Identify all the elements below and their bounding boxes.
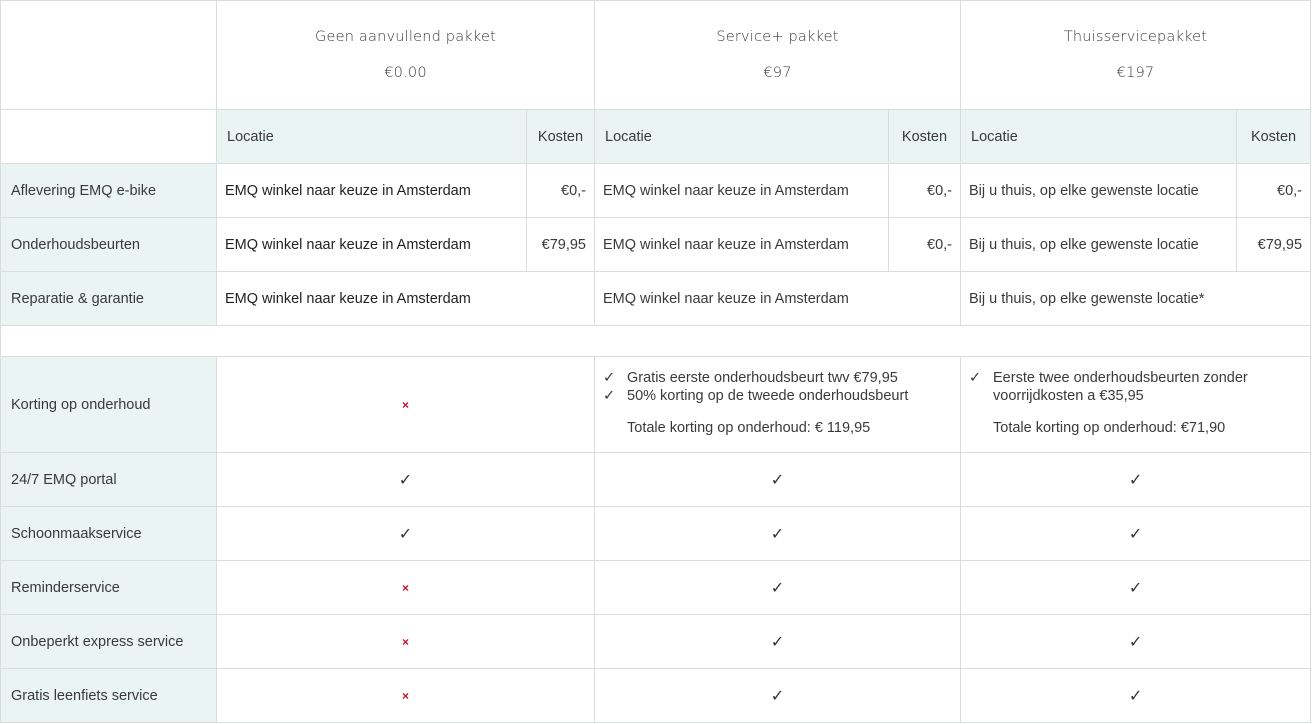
cost-value: €79,95 bbox=[1237, 218, 1311, 272]
row-label: Onbeperkt express service bbox=[1, 615, 217, 669]
table-row bbox=[1, 615, 1311, 669]
check-icon: ✓ bbox=[603, 388, 616, 404]
table-row bbox=[1, 218, 1311, 272]
check-icon: ✓ bbox=[770, 687, 785, 705]
cost-value: €0,- bbox=[1237, 164, 1311, 218]
table-row bbox=[1, 164, 1311, 218]
package-name: Service+ pakket bbox=[716, 29, 839, 45]
discount-details bbox=[961, 357, 1311, 453]
location-value: EMQ winkel naar keuze in Amsterdam bbox=[217, 164, 527, 218]
package-header-thuisservice bbox=[961, 1, 1311, 110]
location-subheader: Locatie bbox=[961, 110, 1237, 164]
table-row bbox=[1, 453, 1311, 507]
feature-value bbox=[595, 669, 961, 723]
check-icon: ✓ bbox=[1128, 471, 1143, 489]
check-icon: ✓ bbox=[770, 471, 785, 489]
feature-value bbox=[217, 669, 595, 723]
row-label: Aflevering EMQ e-bike bbox=[1, 164, 217, 218]
location-value: Bij u thuis, op elke gewenste locatie bbox=[961, 164, 1237, 218]
package-name: Geen aanvullend pakket bbox=[315, 29, 496, 45]
empty-corner-cell bbox=[1, 1, 217, 110]
feature-value bbox=[961, 561, 1311, 615]
location-value: EMQ winkel naar keuze in Amsterdam bbox=[595, 218, 889, 272]
subheader-row bbox=[1, 110, 1311, 164]
feature-value bbox=[595, 453, 961, 507]
check-icon: ✓ bbox=[1128, 633, 1143, 651]
cost-value: €0,- bbox=[527, 164, 595, 218]
location-value: EMQ winkel naar keuze in Amsterdam bbox=[217, 218, 527, 272]
feature-value bbox=[961, 453, 1311, 507]
location-value: EMQ winkel naar keuze in Amsterdam bbox=[595, 164, 889, 218]
location-subheader: Locatie bbox=[595, 110, 889, 164]
location-value: EMQ winkel naar keuze in Amsterdam bbox=[217, 272, 595, 326]
package-name: Thuisservicepakket bbox=[1063, 29, 1208, 45]
benefit-text: Gratis eerste onderhoudsbeurt twv €79,95 bbox=[627, 370, 898, 386]
cost-subheader: Kosten bbox=[527, 110, 595, 164]
feature-value bbox=[217, 357, 595, 453]
cross-icon: × bbox=[401, 580, 409, 595]
row-label: Reparatie & garantie bbox=[1, 272, 217, 326]
check-icon: ✓ bbox=[603, 370, 616, 386]
package-price: €0.00 bbox=[384, 65, 427, 81]
feature-value bbox=[217, 615, 595, 669]
benefit-list bbox=[961, 369, 1310, 405]
location-value: EMQ winkel naar keuze in Amsterdam bbox=[595, 272, 961, 326]
table-row bbox=[1, 561, 1311, 615]
spacer-cell bbox=[1, 326, 1311, 357]
benefit-text: 50% korting op de tweede onderhoudsbeurt bbox=[627, 388, 909, 404]
spacer-row bbox=[1, 326, 1311, 357]
feature-value bbox=[961, 507, 1311, 561]
feature-value bbox=[217, 453, 595, 507]
feature-value bbox=[595, 615, 961, 669]
feature-value bbox=[595, 561, 961, 615]
row-label: Reminderservice bbox=[1, 561, 217, 615]
location-value: Bij u thuis, op elke gewenste locatie bbox=[961, 218, 1237, 272]
package-header-service-plus bbox=[595, 1, 961, 110]
cost-value: €79,95 bbox=[527, 218, 595, 272]
list-item bbox=[603, 387, 960, 405]
feature-value bbox=[217, 507, 595, 561]
feature-value bbox=[217, 561, 595, 615]
row-label: Schoonmaakservice bbox=[1, 507, 217, 561]
location-value: Bij u thuis, op elke gewenste locatie* bbox=[961, 272, 1311, 326]
check-icon: ✓ bbox=[1128, 687, 1143, 705]
check-icon: ✓ bbox=[770, 525, 785, 543]
cost-value: €0,- bbox=[889, 164, 961, 218]
row-label: 24/7 EMQ portal bbox=[1, 453, 217, 507]
total-discount: Totale korting op onderhoud: € 119,95 bbox=[627, 420, 871, 436]
package-price: €97 bbox=[763, 65, 792, 81]
check-icon: ✓ bbox=[969, 370, 982, 386]
cost-subheader: Kosten bbox=[1237, 110, 1311, 164]
list-item bbox=[603, 369, 960, 387]
package-header-geen bbox=[217, 1, 595, 110]
benefit-text: Eerste twee onderhoudsbeurten zonder voorrijdkosten a €35,95 bbox=[993, 370, 1248, 404]
cross-icon: × bbox=[401, 688, 409, 703]
cost-subheader: Kosten bbox=[889, 110, 961, 164]
row-label: Korting op onderhoud bbox=[1, 357, 217, 453]
check-icon: ✓ bbox=[398, 525, 413, 543]
check-icon: ✓ bbox=[1128, 579, 1143, 597]
row-label: Gratis leenfiets service bbox=[1, 669, 217, 723]
location-subheader: Locatie bbox=[217, 110, 527, 164]
cross-icon: × bbox=[401, 397, 409, 412]
benefit-list bbox=[595, 369, 960, 405]
table-row bbox=[1, 669, 1311, 723]
feature-value bbox=[961, 669, 1311, 723]
total-discount: Totale korting op onderhoud: €71,90 bbox=[993, 420, 1226, 436]
empty-subheader-cell bbox=[1, 110, 217, 164]
discount-details bbox=[595, 357, 961, 453]
table-row bbox=[1, 357, 1311, 453]
feature-value bbox=[961, 615, 1311, 669]
check-icon: ✓ bbox=[398, 471, 413, 489]
table-row bbox=[1, 507, 1311, 561]
check-icon: ✓ bbox=[770, 633, 785, 651]
package-price: €197 bbox=[1116, 65, 1155, 81]
row-label: Onderhoudsbeurten bbox=[1, 218, 217, 272]
package-header-row bbox=[1, 1, 1311, 110]
check-icon: ✓ bbox=[1128, 525, 1143, 543]
cost-value: €0,- bbox=[889, 218, 961, 272]
table-row bbox=[1, 272, 1311, 326]
cross-icon: × bbox=[401, 634, 409, 649]
list-item bbox=[969, 369, 1310, 405]
feature-value bbox=[595, 507, 961, 561]
check-icon: ✓ bbox=[770, 579, 785, 597]
